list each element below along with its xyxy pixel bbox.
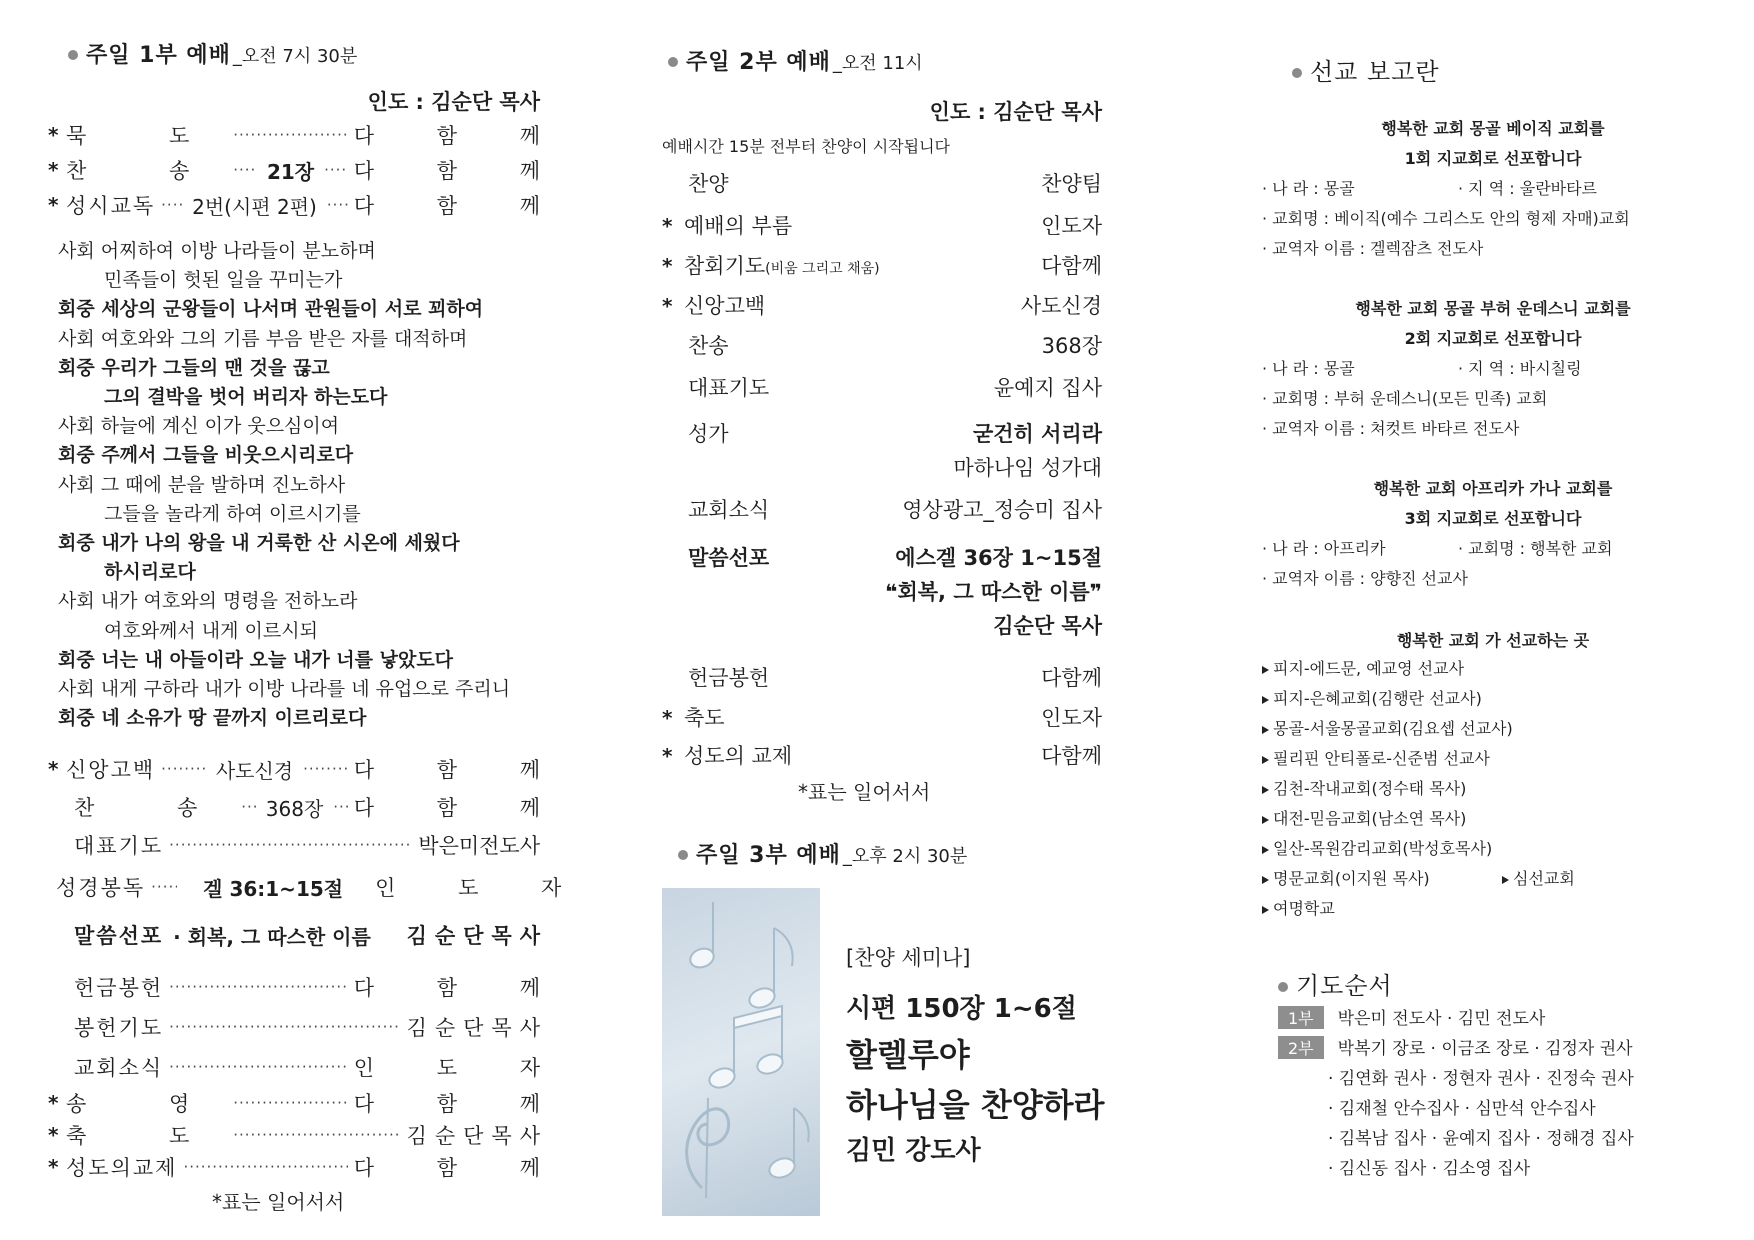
triangle-bullet-icon	[1262, 846, 1269, 854]
service2-title: 주일 2부 예배	[686, 50, 831, 75]
service3-time: _오후 2시 30분	[842, 846, 968, 867]
prayer-row: · 김연화 권사 · 정현자 권사 · 진정숙 권사	[1328, 1069, 1634, 1089]
triangle-bullet-icon	[1262, 756, 1269, 764]
psalm-line: 사회 그 때에 분을 발하며 진노하사	[58, 473, 346, 496]
psalm-line: 회중 내가 나의 왕을 내 거룩한 산 시온에 세웠다	[58, 532, 460, 554]
mission-info-line: · 교회명 : 부허 운데스니(모든 민족) 교회	[1262, 389, 1548, 408]
service2-pre-note: 예배시간 15분 전부터 찬양이 시작됩니다	[662, 137, 950, 156]
psalm-line: 그의 결박을 벗어 버리자 하는도다	[104, 386, 388, 408]
seminar-line3: 하나님을 찬양하라	[846, 1086, 1105, 1124]
mission-info-line: · 나 라 : 몽골 · 지 역 : 바시칠링	[1262, 359, 1582, 378]
psalm-line: 사회 하늘에 계신 이가 웃으심이여	[58, 415, 340, 438]
prayer-row: 2부 박복기 장로 · 이금조 장로 · 김정자 권사	[1278, 1034, 1633, 1059]
mission-place: 명문교회(이지원 목사) 심선교회	[1262, 866, 1430, 889]
order-item: * 축 도 ····· 김순단목사	[48, 1120, 540, 1150]
psalm-line: 회중 주께서 그들을 비웃으시리로다	[58, 444, 354, 467]
bullet-icon	[1278, 982, 1288, 992]
prayer-title: 기도순서	[1296, 972, 1393, 1000]
prayer-row: · 김신동 집사 · 김소영 집사	[1328, 1159, 1531, 1179]
mission-place: 피지-에드문, 예교영 선교사	[1262, 656, 1464, 679]
standing-note: *표는 일어서서	[798, 780, 931, 804]
psalm-line: 회중 네 소유가 땅 끝까지 이르리로다	[58, 707, 367, 730]
bullet-icon	[668, 57, 678, 67]
triangle-bullet-icon	[1262, 726, 1269, 734]
music-notes-image	[662, 888, 820, 1216]
order-item: * 찬 송 ····· 21장 ····· 다 함 께	[48, 155, 540, 185]
sermon-row: 말씀선포 · 회복, 그 따스한 이름 김순단목사	[74, 924, 548, 949]
service1-heading	[68, 38, 357, 69]
prayer-row: 1부 박은미 전도사 · 김민 전도사	[1278, 1004, 1545, 1029]
mission-info-line: · 나 라 : 아프리카 · 교회명 : 행복한 교회	[1262, 539, 1613, 558]
psalm-line: 회중 세상의 군왕들이 나서며 관원들이 서로 꾀하여	[58, 298, 484, 321]
triangle-bullet-icon	[1262, 906, 1269, 914]
order-item: 대표기도 ····· 박은미전도사	[48, 830, 540, 860]
service2-time: _오전 11시	[832, 53, 923, 74]
order-item: * 송 영 ····· 다 함 께	[48, 1088, 540, 1118]
mission-title: 선교 보고란	[1310, 58, 1440, 86]
mission-block-heading: 행복한 교회 아프리카 가나 교회를	[1373, 479, 1613, 498]
order-item: * 성시교독 ····· 2번(시편 2편) ····· 다 함 께	[48, 190, 540, 220]
prayer-heading	[1278, 966, 1393, 1001]
order-item: * 신앙고백 ····· 사도신경 ····· 다 함 께	[48, 754, 540, 784]
prayer-badge: 1부	[1278, 1006, 1324, 1029]
triangle-bullet-icon	[1262, 816, 1269, 824]
mission-info-line: · 교역자 이름 : 겔렉잠츠 전도사	[1262, 239, 1484, 258]
seminar-tag: [찬양 세미나]	[846, 946, 971, 970]
triangle-bullet-icon	[1502, 876, 1509, 884]
order-item: * 성도의교제 ····· 다 함 께	[48, 1152, 540, 1182]
mission-block-heading: 행복한 교회 몽골 부허 운데스니 교회를	[1355, 299, 1631, 318]
mission-info-line: · 교역자 이름 : 양향진 선교사	[1262, 569, 1468, 588]
psalm-line: 사회 내가 여호와의 명령을 전하노라	[58, 590, 358, 613]
prayer-badge: 2부	[1278, 1036, 1324, 1059]
order-item: 찬 송 ····· 368장 ····· 다 함 께	[48, 792, 540, 822]
psalm-line: 회중 우리가 그들의 맨 것을 끊고	[58, 356, 330, 379]
bullet-icon	[678, 850, 688, 860]
psalm-line: 사회 여호와와 그의 기름 부음 받은 자를 대적하며	[58, 327, 468, 350]
mission-heading	[1292, 52, 1440, 87]
mission-place: 필리핀 안티폴로-신준범 선교사	[1262, 746, 1490, 769]
places-title: 행복한 교회 가 선교하는 곳	[1396, 631, 1590, 650]
mission-place: 대전-믿음교회(남소연 목사)	[1262, 806, 1466, 829]
standing-note: *표는 일어서서	[212, 1190, 345, 1214]
order-item: 봉헌기도 ····· 김순단목사	[48, 1012, 540, 1042]
service3-title: 주일 3부 예배	[696, 843, 841, 868]
psalm-line: 사회 내게 구하라 내가 이방 나라를 네 유업으로 주리니	[58, 678, 511, 700]
mission-block-subheading: 2회 지교회로 선포합니다	[1404, 329, 1582, 348]
service2-heading	[668, 45, 923, 76]
service3-heading	[678, 838, 967, 869]
mission-place: 김천-작내교회(정수태 목사)	[1262, 776, 1466, 799]
mission-place: 몽골-서울몽골교회(김요셉 선교사)	[1262, 716, 1513, 739]
seminar-speaker: 김민 강도사	[846, 1136, 981, 1166]
prayer-row: · 김복남 집사 · 윤예지 집사 · 정해경 집사	[1328, 1129, 1634, 1149]
mission-place: 피지-은혜교회(김행란 선교사)	[1262, 686, 1482, 709]
triangle-bullet-icon	[1262, 666, 1269, 674]
psalm-line: 그들을 놀라게 하여 이르시기를	[104, 502, 361, 525]
service1-leader: 인도 : 김순단 목사	[367, 90, 540, 114]
mission-place: 일산-목원감리교회(박성호목사)	[1262, 836, 1492, 859]
service1-time: _오전 7시 30분	[232, 46, 358, 67]
seminar-scripture: 시편 150장 1~6절	[846, 994, 1077, 1024]
bullet-icon	[1292, 68, 1302, 78]
mission-block-subheading: 3회 지교회로 선포합니다	[1404, 509, 1582, 528]
order-item: * 묵 도 ····· 다 함 께	[48, 120, 540, 150]
psalm-line: 여호와께서 내게 이르시되	[104, 619, 318, 642]
order-item: 헌금봉헌 ····· 다 함 께	[48, 972, 540, 1002]
psalm-line: 민족들이 헛된 일을 꾸미는가	[104, 269, 343, 292]
triangle-bullet-icon	[1262, 876, 1269, 884]
triangle-bullet-icon	[1262, 786, 1269, 794]
mission-place: 여명학교	[1262, 896, 1335, 919]
order-item: 성경봉독 ····· 겔 36:1~15절 인 도 자	[48, 872, 540, 902]
mission-block-heading: 행복한 교회 몽골 베이직 교회를	[1381, 119, 1605, 138]
mission-info-line: · 교회명 : 베이직(예수 그리스도 안의 형제 자매)교회	[1262, 209, 1630, 228]
mission-info-line: · 나 라 : 몽골 · 지 역 : 울란바타르	[1262, 179, 1598, 198]
seminar-line2: 할렐루야	[846, 1036, 970, 1074]
prayer-row: · 김재철 안수집사 · 심만석 안수집사	[1328, 1099, 1596, 1119]
psalm-line: 사회 어찌하여 이방 나라들이 분노하며	[58, 240, 376, 262]
music-notes-icon	[662, 888, 820, 1216]
order-item: 교회소식 ····· 인 도 자	[48, 1052, 540, 1082]
bullet-icon	[68, 50, 78, 60]
service2-leader: 인도 : 김순단 목사	[929, 100, 1102, 124]
psalm-line: 하시리로다	[104, 561, 196, 584]
service1-title: 주일 1부 예배	[86, 43, 231, 68]
triangle-bullet-icon	[1262, 696, 1269, 704]
psalm-line: 회중 너는 내 아들이라 오늘 내가 너를 낳았도다	[58, 648, 454, 671]
mission-block-subheading: 1회 지교회로 선포합니다	[1404, 149, 1582, 168]
mission-info-line: · 교역자 이름 : 쳐컷트 바타르 전도사	[1262, 419, 1520, 438]
